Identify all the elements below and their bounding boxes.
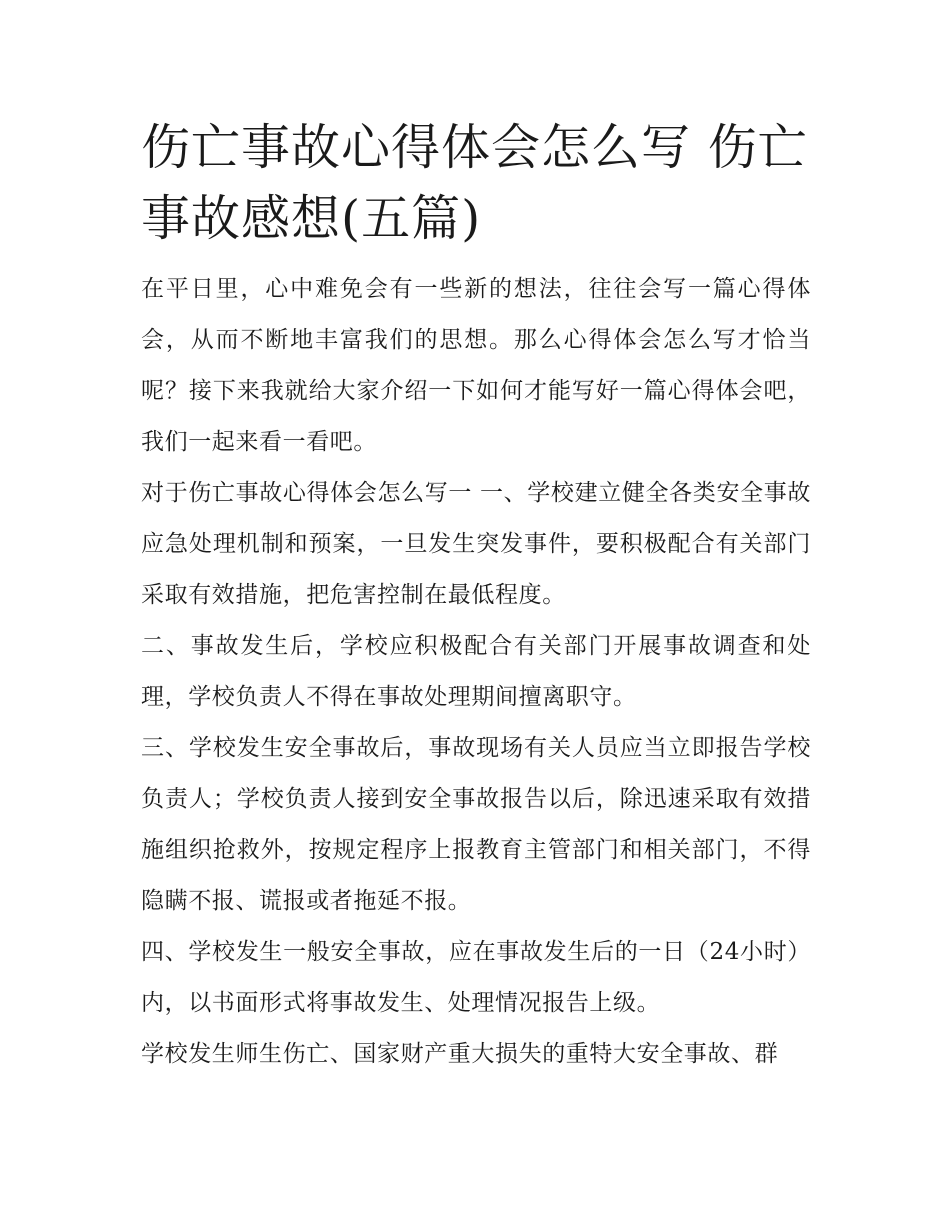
- paragraph-1: 对于伤亡事故心得体会怎么写一 一、学校建立健全各类安全事故应急处理机制和预案，一旦发生突发事件，要积极配合有关部门采取有效措施，把危害控制在最低程度。: [141, 480, 811, 608]
- paragraph-3: 三、学校发生安全事故后，事故现场有关人员应当立即报告学校负责人；学校负责人接到安全事故报告以后，除迅速采取有效措施组织抢救外，按规定程序上报教育主管部门和相关部门，不得隐瞒不报、谎报或者拖延不报。: [141, 735, 811, 914]
- document-body: [141, 112, 811, 1080]
- page-title: 伤亡事故心得体会怎么写 伤亡事故感想(五篇): [141, 119, 808, 247]
- paragraph-5: 学校发生师生伤亡、国家财产重大损失的重特大安全事故、群: [141, 1041, 779, 1067]
- paragraph-2: 二、事故发生后，学校应积极配合有关部门开展事故调查和处理，学校负责人不得在事故处理期间擅离职守。: [141, 633, 811, 710]
- paragraph-4: 四、学校发生一般安全事故，应在事故发生后的一日（24小时）内，以书面形式将事故发生、处理情况报告上级。: [141, 939, 811, 1016]
- intro-paragraph: 在平日里，心中难免会有一些新的想法，往往会写一篇心得体会，从而不断地丰富我们的思想。那么心得体会怎么写才恰当呢？接下来我就给大家介绍一下如何才能写好一篇心得体会吧，我们一起来看一看吧。: [141, 276, 811, 455]
